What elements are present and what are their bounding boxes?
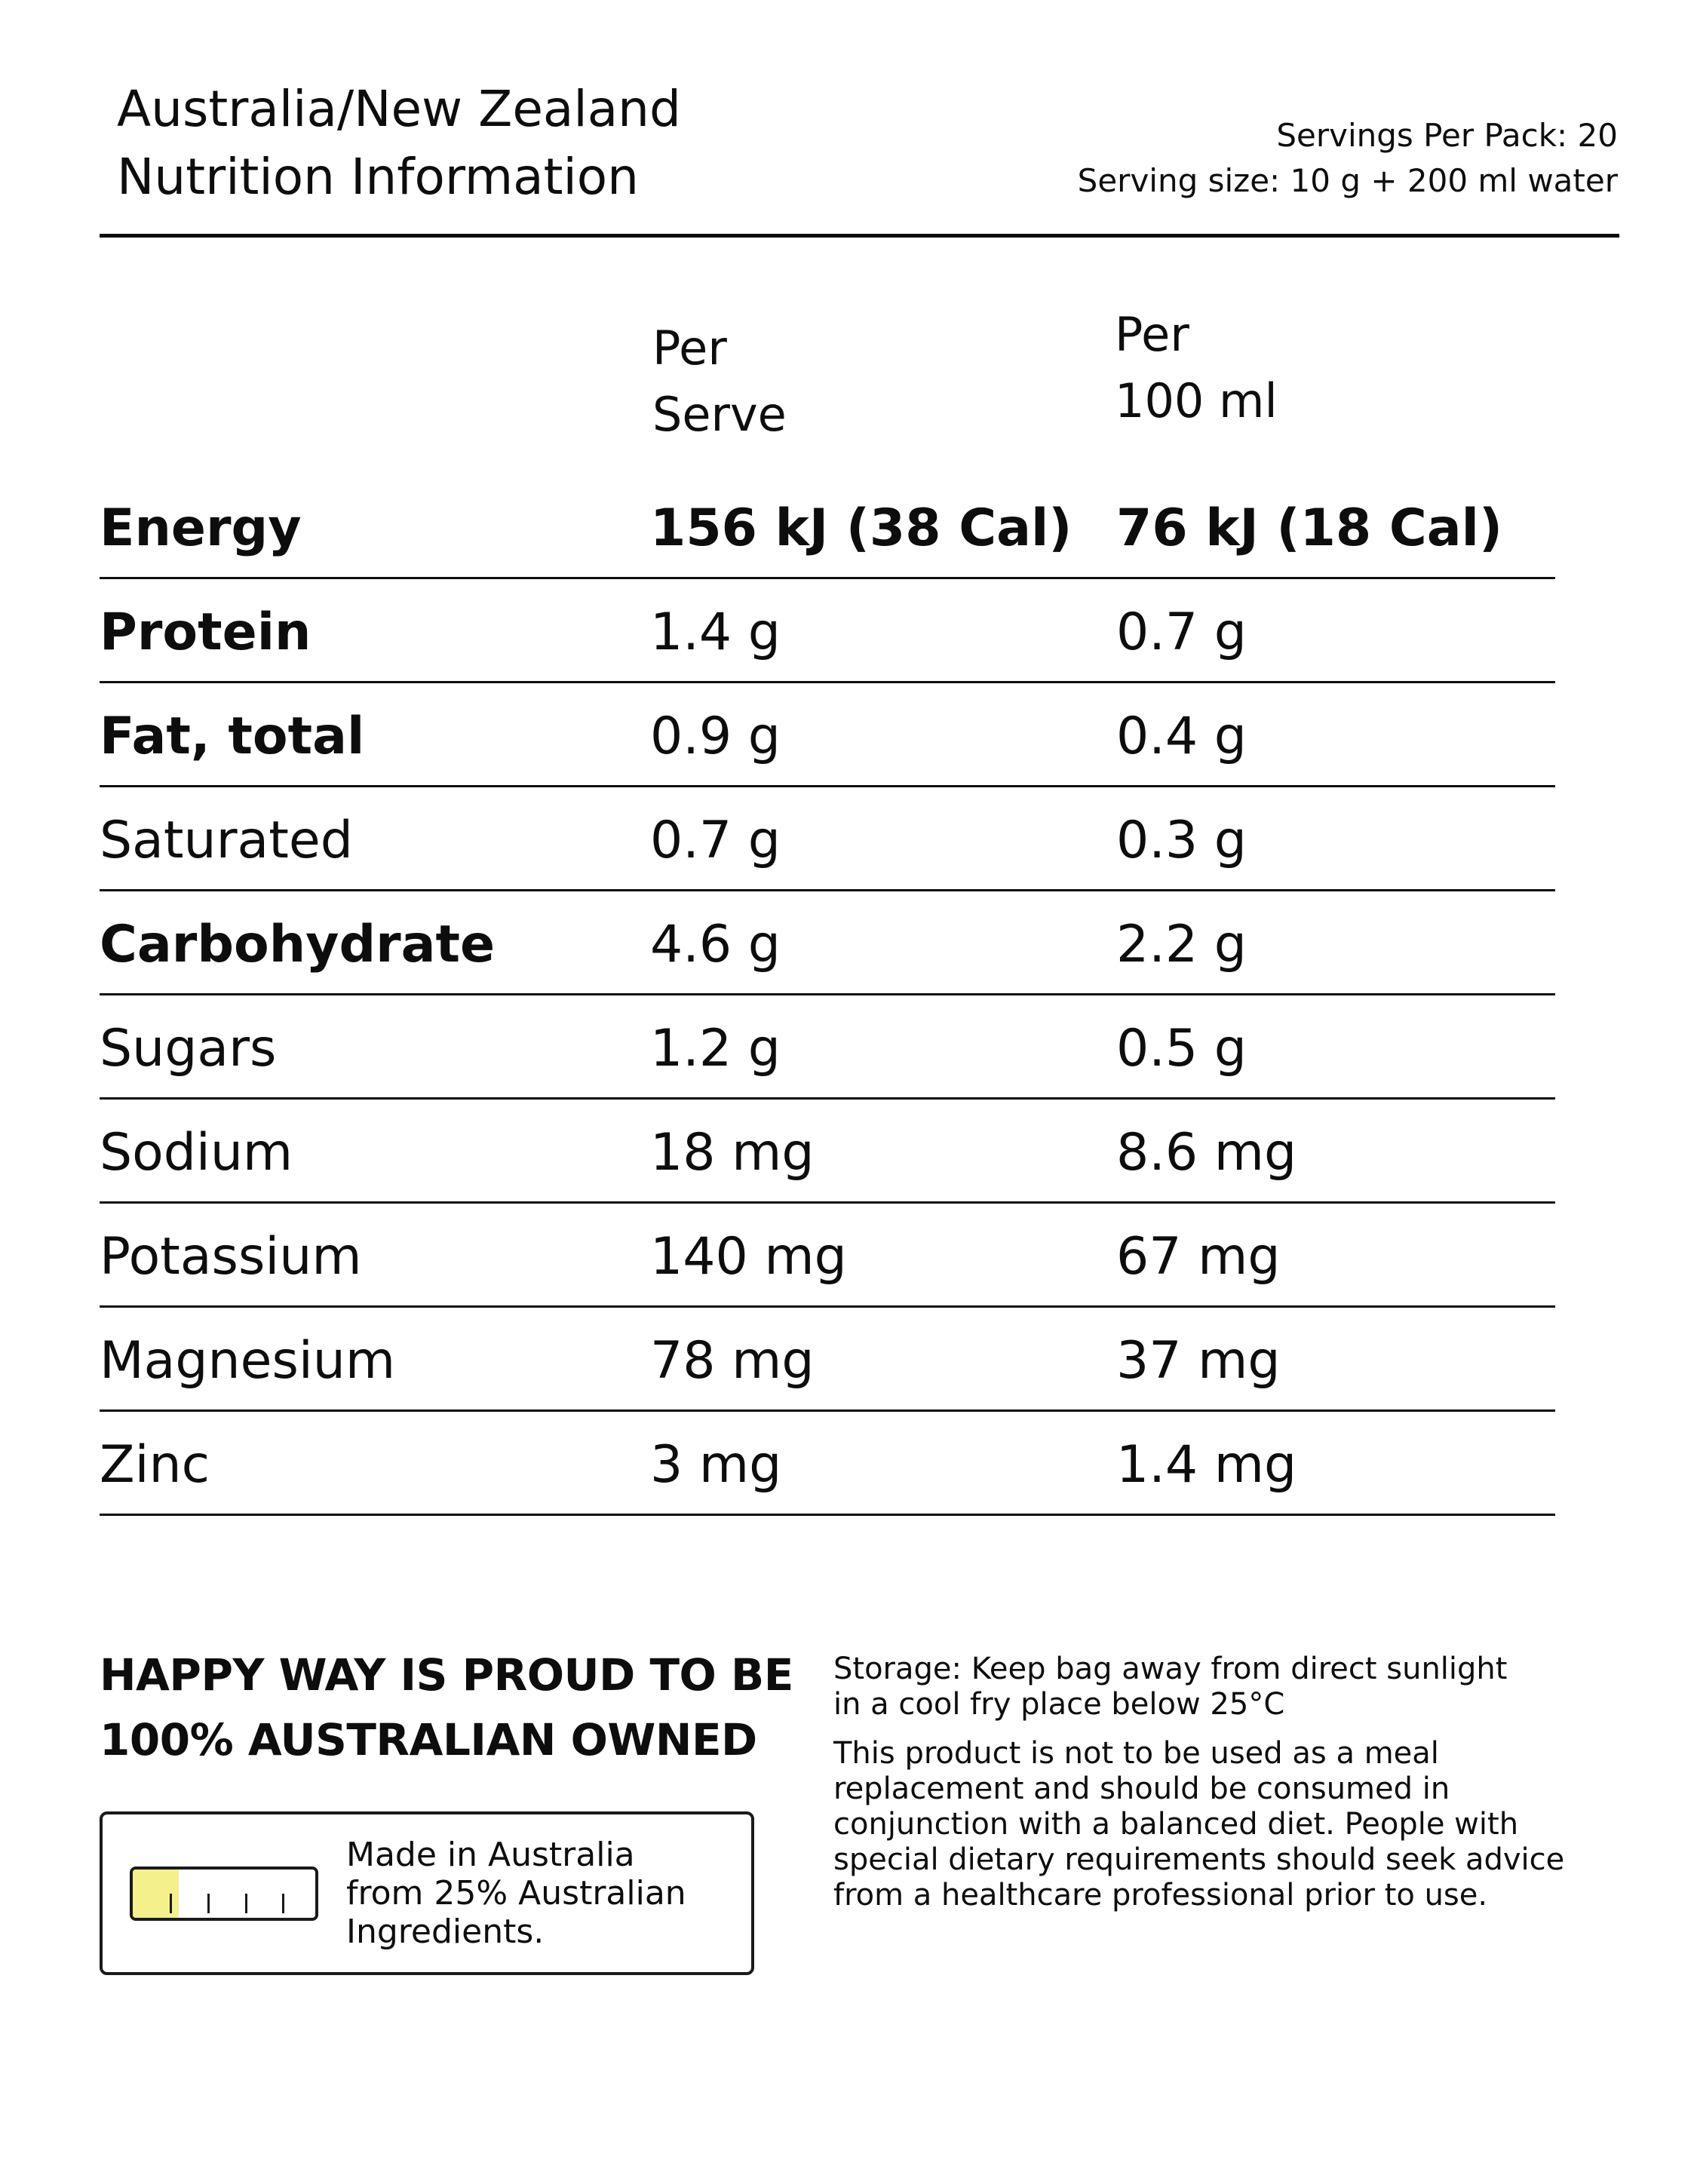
column-header-per-100ml-line-1: Per <box>1115 307 1189 362</box>
column-header-per-100ml-line-2: 100 ml <box>1115 373 1278 428</box>
ownership-line-1: HAPPY WAY IS PROUD TO BE <box>100 1649 793 1701</box>
per-serve-value: 1.4 g <box>650 603 781 662</box>
per-serve-value: 156 kJ (38 Cal) <box>650 498 1073 558</box>
per-serve-value: 0.9 g <box>650 707 781 766</box>
title-line-1: Australia/New Zealand <box>117 80 681 138</box>
column-header-per-serve-line-1: Per <box>652 321 727 376</box>
per-100ml-value: 0.4 g <box>1116 707 1247 766</box>
per-100ml-value: 8.6 mg <box>1116 1123 1297 1182</box>
disclaimer-line-5: from a healthcare professional prior to use. <box>833 1878 1488 1913</box>
nutrient-name: Carbohydrate <box>100 915 496 974</box>
bar-tick <box>245 1894 247 1913</box>
nutrient-name: Sugars <box>100 1019 277 1078</box>
nutrient-name: Magnesium <box>100 1331 396 1391</box>
nutrition-row <box>100 683 1555 787</box>
nutrition-table <box>100 475 1555 1516</box>
per-100ml-value: 37 mg <box>1116 1331 1281 1391</box>
header-divider <box>100 234 1619 238</box>
per-serve-value: 3 mg <box>650 1435 782 1495</box>
australian-ingredients-bar <box>130 1867 318 1921</box>
bar-tick <box>170 1894 172 1913</box>
per-serve-value: 0.7 g <box>650 811 781 870</box>
title-line-2: Nutrition Information <box>117 148 640 206</box>
country-of-origin-label <box>100 1811 754 1975</box>
per-serve-value: 18 mg <box>650 1123 815 1182</box>
nutrient-name: Energy <box>100 498 302 558</box>
per-serve-value: 1.2 g <box>650 1019 781 1078</box>
origin-line-3: Ingredients. <box>346 1913 545 1951</box>
per-serve-value: 140 mg <box>650 1227 847 1287</box>
nutrient-name: Potassium <box>100 1227 362 1287</box>
nutrition-row <box>100 1204 1555 1308</box>
bar-tick <box>207 1894 210 1913</box>
serving-info <box>1078 113 1618 204</box>
column-header-per-serve <box>652 315 787 448</box>
storage-line-2: in a cool fry place below 25°C <box>833 1687 1285 1722</box>
nutrition-row <box>100 995 1555 1100</box>
column-header-per-serve-line-2: Serve <box>652 387 787 442</box>
product-notes <box>833 1652 1610 1913</box>
usage-disclaimer <box>833 1736 1610 1913</box>
ownership-line-2: 100% AUSTRALIAN OWNED <box>100 1714 757 1765</box>
storage-instructions <box>833 1652 1610 1722</box>
bar-tick <box>282 1894 284 1913</box>
page-title <box>117 75 681 211</box>
ownership-statement <box>100 1643 793 1772</box>
disclaimer-line-3: conjunction with a balanced diet. People with <box>833 1807 1519 1842</box>
disclaimer-line-2: replacement and should be consumed in <box>833 1771 1450 1806</box>
nutrition-row <box>100 475 1555 579</box>
nutrition-row <box>100 787 1555 891</box>
nutrition-row <box>100 1308 1555 1412</box>
disclaimer-line-1: This product is not to be used as a meal <box>833 1736 1439 1771</box>
nutrient-name: Zinc <box>100 1435 210 1495</box>
per-100ml-value: 0.7 g <box>1116 603 1247 662</box>
storage-line-1: Storage: Keep bag away from direct sunlight <box>833 1652 1508 1686</box>
nutrient-name: Fat, total <box>100 707 365 766</box>
per-serve-value: 4.6 g <box>650 915 781 974</box>
per-100ml-value: 0.5 g <box>1116 1019 1247 1078</box>
nutrition-row <box>100 891 1555 995</box>
servings-per-pack: Servings Per Pack: 20 <box>1276 117 1618 154</box>
per-100ml-value: 2.2 g <box>1116 915 1247 974</box>
nutrition-row <box>100 579 1555 683</box>
nutrient-name: Protein <box>100 603 311 662</box>
nutrition-row <box>100 1100 1555 1204</box>
disclaimer-line-4: special dietary requirements should seek advice <box>833 1842 1565 1877</box>
nutrient-name: Sodium <box>100 1123 293 1182</box>
per-100ml-value: 76 kJ (18 Cal) <box>1116 498 1503 558</box>
per-serve-value: 78 mg <box>650 1331 815 1391</box>
per-100ml-value: 67 mg <box>1116 1227 1281 1287</box>
serving-size: Serving size: 10 g + 200 ml water <box>1077 162 1618 199</box>
origin-statement <box>346 1836 686 1951</box>
origin-line-2: from 25% Australian <box>346 1874 686 1913</box>
nutrient-name: Saturated <box>100 811 353 870</box>
column-header-per-100ml <box>1115 302 1278 434</box>
nutrition-row <box>100 1412 1555 1516</box>
per-100ml-value: 0.3 g <box>1116 811 1247 870</box>
per-100ml-value: 1.4 mg <box>1116 1435 1297 1495</box>
origin-line-1: Made in Australia <box>346 1836 635 1874</box>
